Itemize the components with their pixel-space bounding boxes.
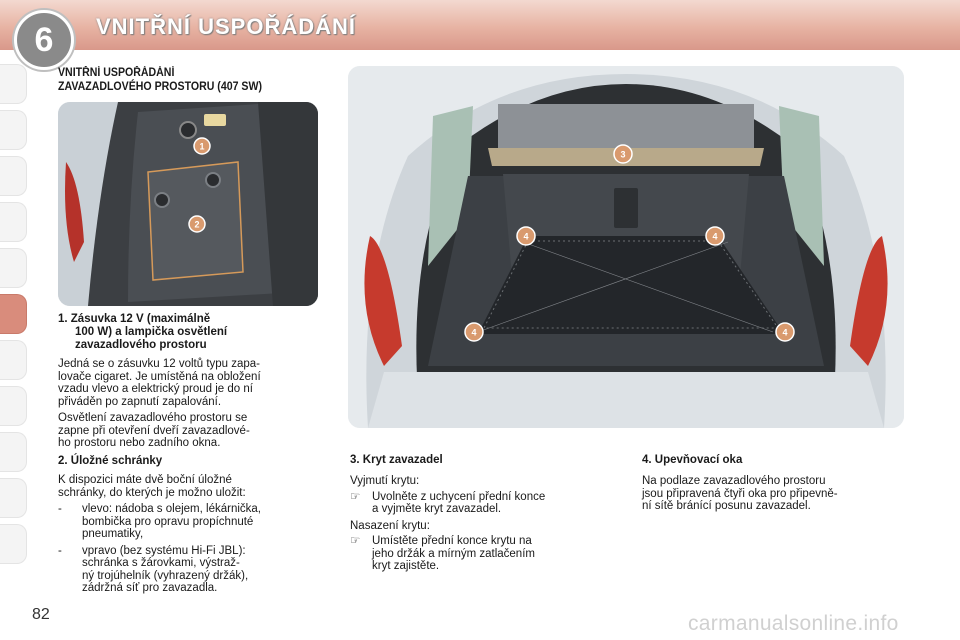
- item-1-title: [58, 313, 320, 352]
- chapter-tab-active[interactable]: [0, 294, 27, 334]
- remove-cover-step: [350, 491, 612, 516]
- item-2-title: 2. Úložné schránky: [58, 455, 163, 467]
- item-1-title-line: zavazadlového prostoru: [75, 339, 207, 351]
- remove-cover-label: Vyjmutí krytu:: [350, 475, 420, 487]
- text-line: jeho držák a mírným zatlačením: [372, 547, 535, 560]
- list-item: [58, 545, 320, 595]
- section-title: [58, 66, 262, 94]
- step-text: [372, 491, 545, 516]
- storage-compartment-drawing: [58, 102, 318, 306]
- text-line: pneumatiky,: [82, 528, 144, 540]
- text-line: schránka s žárovkami, výstraž-: [82, 557, 240, 569]
- callout-4b-label: 4: [712, 231, 718, 242]
- chapter-tab[interactable]: [0, 386, 27, 426]
- hand-pointer-icon: ☞: [350, 490, 361, 503]
- text-line: zádržná síť pro zavazadla.: [82, 582, 218, 594]
- install-cover-label: Nasazení krytu:: [350, 519, 430, 532]
- text-line: vzadu vlevo a elektrický proud je do ní: [58, 383, 253, 395]
- text-line: Jedná se o zásuvku 12 voltů typu zapa-: [58, 358, 261, 370]
- item-1-title-line: 100 W) a lampička osvětlení: [75, 326, 228, 338]
- chapter-tab[interactable]: [0, 110, 27, 150]
- boot-illustration: [348, 66, 904, 428]
- item-1-paragraph-2: [58, 412, 320, 450]
- callout-4a-label: 4: [523, 231, 529, 242]
- page-title: VNITŘNÍ USPOŘÁDÁNÍ: [96, 14, 357, 39]
- text-line: zapne při otevření dveří zavazadlové-: [58, 424, 250, 437]
- callout-4d-label: 4: [782, 327, 788, 338]
- text-line: Uvolněte z uchycení přední konce: [372, 490, 546, 503]
- text-line: ný trojúhelník (vyhrazený držák),: [82, 569, 249, 582]
- chapter-tab[interactable]: [0, 432, 27, 472]
- list-dash: -: [58, 544, 62, 557]
- item-4-title: 4. Upevňovací oka: [642, 454, 743, 466]
- callout-3-label: 3: [620, 149, 626, 160]
- step-text: [372, 535, 535, 573]
- list-item: [58, 503, 320, 541]
- chapter-tab[interactable]: [0, 478, 27, 518]
- boot-drawing: [348, 66, 904, 428]
- item-1-block: [58, 313, 320, 450]
- callout-1-label: 1: [199, 141, 205, 152]
- text-line: bombička pro opravu propíchnuté: [82, 515, 254, 528]
- text-line: a vyjměte kryt zavazadel.: [372, 503, 502, 515]
- list-dash: -: [58, 503, 62, 515]
- text-line: ho prostoru nebo zadního okna.: [58, 437, 221, 449]
- item-3-title: 3. Kryt zavazadel: [350, 454, 443, 466]
- storage-compartment-illustration: [58, 102, 318, 306]
- item-1-title-line: 1. Zásuvka 12 V (maximálně: [58, 313, 211, 325]
- text-line: Osvětlení zavazadlového prostoru se: [58, 412, 248, 424]
- text-line: lovače cigaret. Je umístěná na obložení: [58, 370, 261, 383]
- chapter-tab[interactable]: [0, 524, 27, 564]
- item-1-paragraph-1: [58, 358, 320, 408]
- chapter-tab[interactable]: [0, 248, 27, 288]
- list-item-text: [82, 503, 261, 541]
- text-line: jsou připravená čtyři oka pro připevně-: [642, 487, 838, 500]
- item-4-block: [642, 454, 904, 513]
- chapter-tab[interactable]: [0, 156, 27, 196]
- text-line: schránky, do kterých je možno uložit:: [58, 486, 246, 499]
- watermark: carmanualsonline.info: [688, 612, 899, 635]
- item-2-block: [58, 455, 320, 595]
- install-cover-step: [350, 535, 612, 573]
- chapter-number: 6: [34, 20, 54, 59]
- item-4-paragraph: [642, 475, 904, 513]
- chapter-badge: [14, 10, 74, 70]
- text-line: K dispozici máte dvě boční úložné: [58, 474, 232, 486]
- text-line: Umístěte přední konce krytu na: [372, 535, 532, 547]
- text-line: přiváděn po zapnutí zapalování.: [58, 395, 222, 408]
- text-line: vpravo (bez systému Hi-Fi JBL):: [82, 544, 246, 557]
- item-2-intro: [58, 474, 320, 499]
- chapter-tab[interactable]: [0, 202, 27, 242]
- chapter-tabs: [0, 64, 30, 574]
- text-line: vlevo: nádoba s olejem, lékárnička,: [82, 503, 261, 515]
- list-item-text: [82, 545, 248, 595]
- section-title-line: ZAVAZADLOVÉHO PROSTORU (407 SW): [58, 81, 262, 93]
- section-title-line: VNITŘNÍ USPOŘÁDÁNÍ: [58, 67, 175, 79]
- text-line: Na podlaze zavazadlového prostoru: [642, 475, 826, 487]
- text-line: ní sítě bránící posunu zavazadel.: [642, 500, 811, 512]
- text-line: kryt zajistěte.: [372, 560, 440, 572]
- item-3-block: [350, 454, 612, 573]
- callout-2-label: 2: [194, 219, 200, 230]
- page-number: 82: [32, 606, 50, 623]
- chapter-tab[interactable]: [0, 64, 27, 104]
- callout-4c-label: 4: [471, 327, 477, 338]
- hand-pointer-icon: ☞: [350, 535, 361, 547]
- chapter-tab[interactable]: [0, 340, 27, 380]
